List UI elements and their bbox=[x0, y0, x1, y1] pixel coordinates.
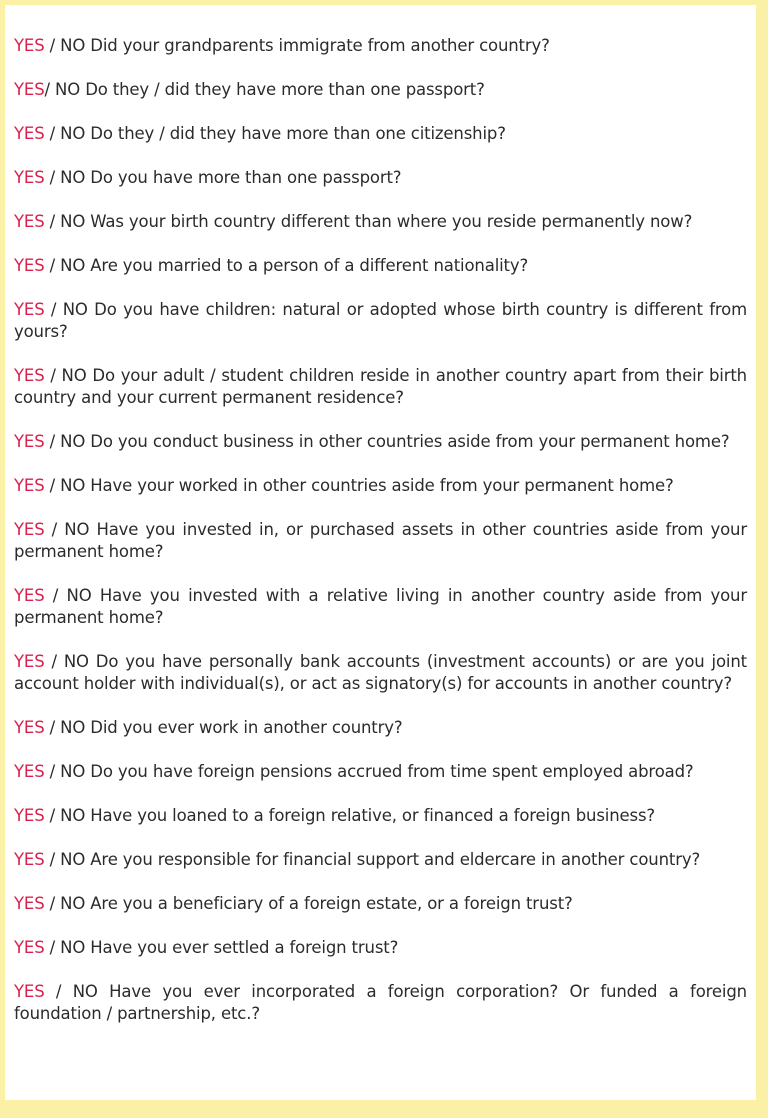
question-item bbox=[14, 79, 747, 101]
question-item bbox=[14, 167, 747, 189]
no-option[interactable]: NO bbox=[62, 300, 88, 319]
answer-separator: / bbox=[44, 80, 56, 99]
question-text: Have your worked in other countries aside from your permanent home? bbox=[90, 476, 674, 495]
answer-separator: / bbox=[44, 850, 61, 869]
yes-option[interactable]: YES bbox=[14, 586, 45, 605]
no-option[interactable]: NO bbox=[60, 894, 86, 913]
answer-separator: / bbox=[44, 806, 61, 825]
yes-option[interactable]: YES bbox=[14, 982, 45, 1001]
yes-option[interactable]: YES bbox=[14, 300, 45, 319]
question-list bbox=[14, 35, 747, 1025]
answer-separator: / bbox=[44, 300, 63, 319]
question-text: Did your grandparents immigrate from another country? bbox=[90, 36, 550, 55]
question-text: Do they / did they have more than one passport? bbox=[85, 80, 485, 99]
yes-option[interactable]: YES bbox=[14, 520, 45, 539]
question-item bbox=[14, 761, 747, 783]
yes-option[interactable]: YES bbox=[14, 124, 45, 143]
question-text: Do you conduct business in other countries aside from your permanent home? bbox=[90, 432, 730, 451]
question-text: Are you married to a person of a different nationality? bbox=[90, 256, 529, 275]
question-text: Was your birth country different than where you reside permanently now? bbox=[90, 212, 693, 231]
yes-option[interactable]: YES bbox=[14, 256, 45, 275]
answer-separator: / bbox=[44, 212, 61, 231]
question-item bbox=[14, 585, 747, 629]
answer-separator: / bbox=[44, 762, 61, 781]
no-option[interactable]: NO bbox=[60, 124, 86, 143]
question-item bbox=[14, 475, 747, 497]
question-text: Do you have children: natural or adopted whose birth country is different from yours? bbox=[14, 300, 747, 341]
yes-option[interactable]: YES bbox=[14, 476, 45, 495]
answer-separator: / bbox=[44, 432, 61, 451]
yes-option[interactable]: YES bbox=[14, 652, 45, 671]
question-text: Do your adult / student children reside in another country apart from their birth country and your current permanent residence? bbox=[14, 366, 747, 407]
no-option[interactable]: NO bbox=[60, 476, 86, 495]
question-item bbox=[14, 431, 747, 453]
no-option[interactable]: NO bbox=[60, 850, 86, 869]
no-option[interactable]: NO bbox=[60, 432, 86, 451]
questionnaire-panel bbox=[5, 5, 756, 1100]
no-option[interactable]: NO bbox=[60, 212, 86, 231]
no-option[interactable]: NO bbox=[60, 168, 86, 187]
question-text: Did you ever work in another country? bbox=[90, 718, 403, 737]
yes-option[interactable]: YES bbox=[14, 366, 45, 385]
question-item bbox=[14, 981, 747, 1025]
question-text: Are you responsible for financial support and eldercare in another country? bbox=[90, 850, 701, 869]
no-option[interactable]: NO bbox=[63, 652, 89, 671]
yes-option[interactable]: YES bbox=[14, 806, 45, 825]
question-item bbox=[14, 849, 747, 871]
question-text: Have you ever incorporated a foreign corporation? Or funded a foreign foundation / partnership, etc.? bbox=[14, 982, 747, 1023]
question-item bbox=[14, 299, 747, 343]
answer-separator: / bbox=[44, 36, 61, 55]
yes-option[interactable]: YES bbox=[14, 718, 45, 737]
answer-separator: / bbox=[44, 718, 61, 737]
yes-option[interactable]: YES bbox=[14, 36, 45, 55]
no-option[interactable]: NO bbox=[64, 520, 90, 539]
yes-option[interactable]: YES bbox=[14, 168, 45, 187]
yes-option[interactable]: YES bbox=[14, 894, 45, 913]
no-option[interactable]: NO bbox=[60, 256, 86, 275]
no-option[interactable]: NO bbox=[61, 366, 87, 385]
answer-separator: / bbox=[44, 476, 61, 495]
answer-separator: / bbox=[44, 938, 61, 957]
question-text: Do they / did they have more than one citizenship? bbox=[90, 124, 506, 143]
yes-option[interactable]: YES bbox=[14, 850, 45, 869]
no-option[interactable]: NO bbox=[66, 586, 92, 605]
no-option[interactable]: NO bbox=[60, 806, 86, 825]
question-item bbox=[14, 519, 747, 563]
question-text: Do you have foreign pensions accrued from time spent employed abroad? bbox=[90, 762, 694, 781]
answer-separator: / bbox=[44, 982, 73, 1001]
yes-option[interactable]: YES bbox=[14, 938, 45, 957]
question-text: Do you have personally bank accounts (investment accounts) or are you joint account holder with individual(s), or act as signatory(s) for accounts in another country? bbox=[14, 652, 747, 693]
answer-separator: / bbox=[44, 168, 61, 187]
answer-separator: / bbox=[44, 520, 65, 539]
question-text: Have you ever settled a foreign trust? bbox=[90, 938, 399, 957]
question-text: Do you have more than one passport? bbox=[90, 168, 402, 187]
question-item bbox=[14, 805, 747, 827]
answer-separator: / bbox=[44, 586, 67, 605]
question-item bbox=[14, 123, 747, 145]
yes-option[interactable]: YES bbox=[14, 212, 45, 231]
question-item bbox=[14, 365, 747, 409]
answer-separator: / bbox=[44, 366, 62, 385]
answer-separator: / bbox=[44, 256, 61, 275]
question-item bbox=[14, 893, 747, 915]
question-item bbox=[14, 35, 747, 57]
no-option[interactable]: NO bbox=[55, 80, 81, 99]
question-text: Have you invested in, or purchased assets in other countries aside from your permanent home? bbox=[14, 520, 747, 561]
no-option[interactable]: NO bbox=[60, 36, 86, 55]
no-option[interactable]: NO bbox=[60, 938, 86, 957]
yes-option[interactable]: YES bbox=[14, 80, 45, 99]
question-text: Have you invested with a relative living in another country aside from your permanent home? bbox=[14, 586, 747, 627]
answer-separator: / bbox=[44, 894, 61, 913]
question-item bbox=[14, 651, 747, 695]
no-option[interactable]: NO bbox=[60, 762, 86, 781]
question-text: Have you loaned to a foreign relative, or financed a foreign business? bbox=[90, 806, 656, 825]
answer-separator: / bbox=[44, 124, 61, 143]
question-text: Are you a beneficiary of a foreign estate, or a foreign trust? bbox=[90, 894, 573, 913]
answer-separator: / bbox=[44, 652, 64, 671]
question-item bbox=[14, 211, 747, 233]
question-item bbox=[14, 255, 747, 277]
no-option[interactable]: NO bbox=[72, 982, 98, 1001]
question-item bbox=[14, 937, 747, 959]
yes-option[interactable]: YES bbox=[14, 432, 45, 451]
no-option[interactable]: NO bbox=[60, 718, 86, 737]
question-item bbox=[14, 717, 747, 739]
yes-option[interactable]: YES bbox=[14, 762, 45, 781]
